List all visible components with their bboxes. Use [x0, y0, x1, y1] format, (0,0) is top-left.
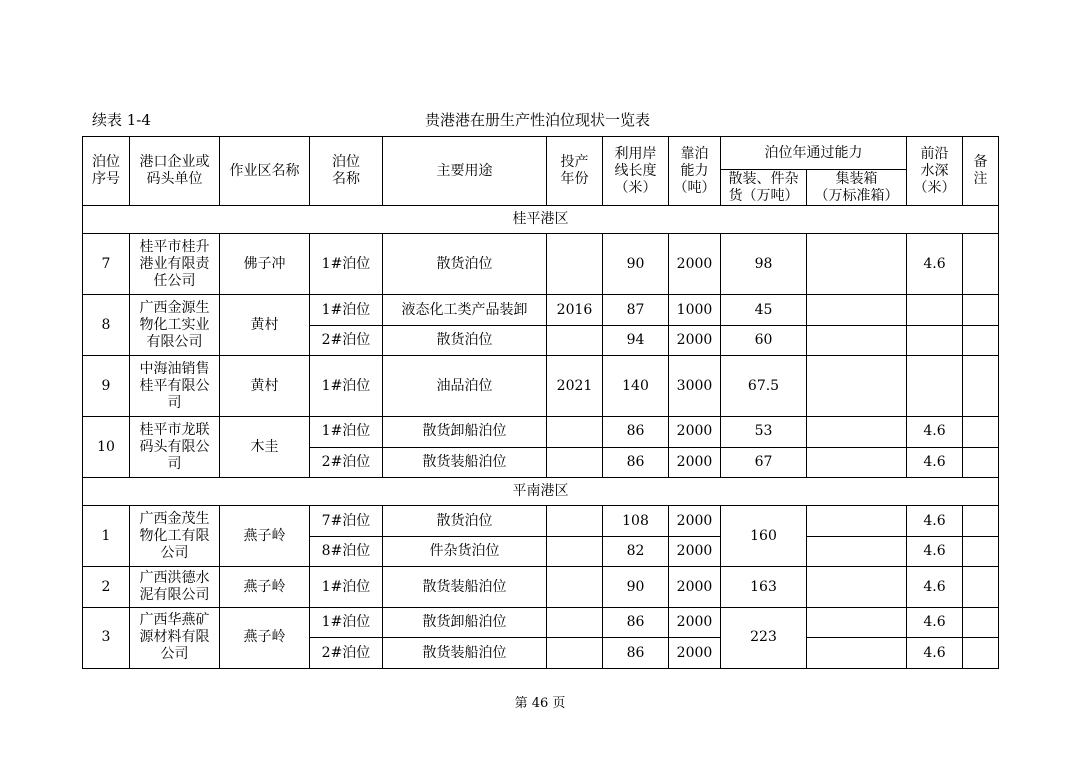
year-cell [547, 536, 603, 566]
depth-cell: 4.6 [907, 417, 963, 447]
berth-seq-cell: 7 [83, 234, 130, 295]
berth-seq-cell: 3 [83, 607, 130, 668]
depth-cell: 4.6 [907, 536, 963, 566]
capacity-cell: 2000 [669, 567, 721, 608]
berth-seq-cell: 1 [83, 506, 130, 567]
remark-cell [963, 638, 999, 669]
capacity-cell: 2000 [669, 234, 721, 295]
length-cell: 82 [603, 536, 669, 566]
use-cell: 散货装船泊位 [383, 447, 547, 477]
table-row [83, 417, 999, 447]
container-throughput-cell [807, 506, 907, 536]
length-cell: 94 [603, 325, 669, 355]
length-cell: 86 [603, 638, 669, 669]
table-row [83, 607, 999, 637]
depth-cell: 4.6 [907, 567, 963, 608]
berth-seq-cell: 9 [83, 356, 130, 417]
remark-cell [963, 447, 999, 477]
zone-row [83, 478, 999, 506]
length-cell: 140 [603, 356, 669, 417]
berth-name-cell: 2#泊位 [310, 638, 383, 669]
bulk-throughput-cell: 163 [721, 567, 807, 608]
capacity-cell: 2000 [669, 447, 721, 477]
year-cell: 2021 [547, 356, 603, 417]
depth-cell: 4.6 [907, 506, 963, 536]
length-cell: 90 [603, 567, 669, 608]
area-cell: 佛子冲 [220, 234, 310, 295]
year-cell [547, 447, 603, 477]
year-cell [547, 417, 603, 447]
berth-name-cell: 1#泊位 [310, 567, 383, 608]
area-cell: 黄村 [220, 295, 310, 356]
header-seq: 泊位 序号 [83, 137, 130, 206]
table-row [83, 234, 999, 295]
header-use: 主要用途 [383, 137, 547, 206]
capacity-cell: 2000 [669, 536, 721, 566]
header-throughput: 泊位年通过能力 [721, 137, 907, 170]
header-company: 港口企业或 码头单位 [130, 137, 220, 206]
remark-cell [963, 417, 999, 447]
table-row [83, 506, 999, 536]
berth-name-cell: 1#泊位 [310, 234, 383, 295]
header-length: 利用岸 线长度 （米） [603, 137, 669, 206]
berth-table [82, 136, 999, 669]
header-remark: 备 注 [963, 137, 999, 206]
table-row [83, 567, 999, 608]
year-cell [547, 234, 603, 295]
use-cell: 液态化工类产品装卸 [383, 295, 547, 325]
berth-name-cell: 1#泊位 [310, 295, 383, 325]
table-row [83, 356, 999, 417]
year-cell [547, 607, 603, 637]
area-cell: 黄村 [220, 356, 310, 417]
company-cell: 桂平市桂升 港业有限责 任公司 [130, 234, 220, 295]
depth-cell [907, 356, 963, 417]
depth-cell [907, 325, 963, 355]
container-throughput-cell [807, 447, 907, 477]
remark-cell [963, 356, 999, 417]
depth-cell: 4.6 [907, 638, 963, 669]
use-cell: 散货卸船泊位 [383, 607, 547, 637]
capacity-cell: 2000 [669, 607, 721, 637]
year-cell [547, 567, 603, 608]
use-cell: 散货泊位 [383, 506, 547, 536]
continuation-label: 续表 1-4 [92, 111, 151, 129]
length-cell: 90 [603, 234, 669, 295]
table-title: 贵港港在册生产性泊位现状一览表 [425, 111, 651, 129]
use-cell: 件杂货泊位 [383, 536, 547, 566]
company-cell: 桂平市龙联 码头有限公 司 [130, 417, 220, 478]
container-throughput-cell [807, 607, 907, 637]
remark-cell [963, 506, 999, 536]
zone-name: 桂平港区 [83, 206, 999, 234]
length-cell: 86 [603, 447, 669, 477]
container-throughput-cell [807, 295, 907, 325]
capacity-cell: 2000 [669, 325, 721, 355]
berth-name-cell: 1#泊位 [310, 356, 383, 417]
capacity-cell: 2000 [669, 417, 721, 447]
depth-cell: 4.6 [907, 234, 963, 295]
header-area: 作业区名称 [220, 137, 310, 206]
use-cell: 散货泊位 [383, 325, 547, 355]
berth-name-cell: 2#泊位 [310, 447, 383, 477]
remark-cell [963, 295, 999, 325]
bulk-throughput-cell: 45 [721, 295, 807, 325]
table-body [83, 206, 999, 669]
year-cell [547, 638, 603, 669]
zone-row [83, 206, 999, 234]
header-year: 投产 年份 [547, 137, 603, 206]
bulk-throughput-cell: 98 [721, 234, 807, 295]
use-cell: 油品泊位 [383, 356, 547, 417]
company-cell: 广西金源生 物化工实业 有限公司 [130, 295, 220, 356]
berth-name-cell: 1#泊位 [310, 417, 383, 447]
bulk-throughput-cell: 53 [721, 417, 807, 447]
bulk-throughput-cell: 67.5 [721, 356, 807, 417]
area-cell: 木圭 [220, 417, 310, 478]
header-capacity: 靠泊 能力 （吨） [669, 137, 721, 206]
capacity-cell: 1000 [669, 295, 721, 325]
bulk-throughput-cell: 60 [721, 325, 807, 355]
container-throughput-cell [807, 638, 907, 669]
company-cell: 广西金茂生 物化工有限 公司 [130, 506, 220, 567]
use-cell: 散货泊位 [383, 234, 547, 295]
length-cell: 86 [603, 607, 669, 637]
remark-cell [963, 234, 999, 295]
use-cell: 散货装船泊位 [383, 567, 547, 608]
year-cell: 2016 [547, 295, 603, 325]
year-cell [547, 506, 603, 536]
header-container: 集装箱 （万标准箱） [807, 170, 907, 206]
berth-seq-cell: 2 [83, 567, 130, 608]
header-depth: 前沿 水深 （米） [907, 137, 963, 206]
length-cell: 87 [603, 295, 669, 325]
capacity-cell: 2000 [669, 506, 721, 536]
company-cell: 广西华燕矿 源材料有限 公司 [130, 607, 220, 668]
table-row [83, 295, 999, 325]
company-cell: 中海油销售 桂平有限公 司 [130, 356, 220, 417]
header-berth: 泊位 名称 [310, 137, 383, 206]
remark-cell [963, 536, 999, 566]
bulk-throughput-cell: 67 [721, 447, 807, 477]
berth-seq-cell: 8 [83, 295, 130, 356]
use-cell: 散货装船泊位 [383, 638, 547, 669]
use-cell: 散货卸船泊位 [383, 417, 547, 447]
container-throughput-cell [807, 356, 907, 417]
berth-seq-cell: 10 [83, 417, 130, 478]
container-throughput-cell [807, 417, 907, 447]
area-cell: 燕子岭 [220, 567, 310, 608]
container-throughput-cell [807, 325, 907, 355]
berth-name-cell: 7#泊位 [310, 506, 383, 536]
header-bulk: 散装、件杂 货（万吨） [721, 170, 807, 206]
remark-cell [963, 325, 999, 355]
container-throughput-cell [807, 234, 907, 295]
area-cell: 燕子岭 [220, 506, 310, 567]
year-cell [547, 325, 603, 355]
depth-cell: 4.6 [907, 607, 963, 637]
remark-cell [963, 607, 999, 637]
container-throughput-cell [807, 536, 907, 566]
depth-cell: 4.6 [907, 447, 963, 477]
area-cell: 燕子岭 [220, 607, 310, 668]
capacity-cell: 3000 [669, 356, 721, 417]
remark-cell [963, 567, 999, 608]
berth-name-cell: 2#泊位 [310, 325, 383, 355]
bulk-throughput-cell: 223 [721, 607, 807, 668]
page-number: 第 46 页 [514, 696, 566, 711]
capacity-cell: 2000 [669, 638, 721, 669]
zone-name: 平南港区 [83, 478, 999, 506]
berth-name-cell: 1#泊位 [310, 607, 383, 637]
berth-name-cell: 8#泊位 [310, 536, 383, 566]
container-throughput-cell [807, 567, 907, 608]
length-cell: 86 [603, 417, 669, 447]
length-cell: 108 [603, 506, 669, 536]
company-cell: 广西洪德水 泥有限公司 [130, 567, 220, 608]
bulk-throughput-cell: 160 [721, 506, 807, 567]
depth-cell [907, 295, 963, 325]
